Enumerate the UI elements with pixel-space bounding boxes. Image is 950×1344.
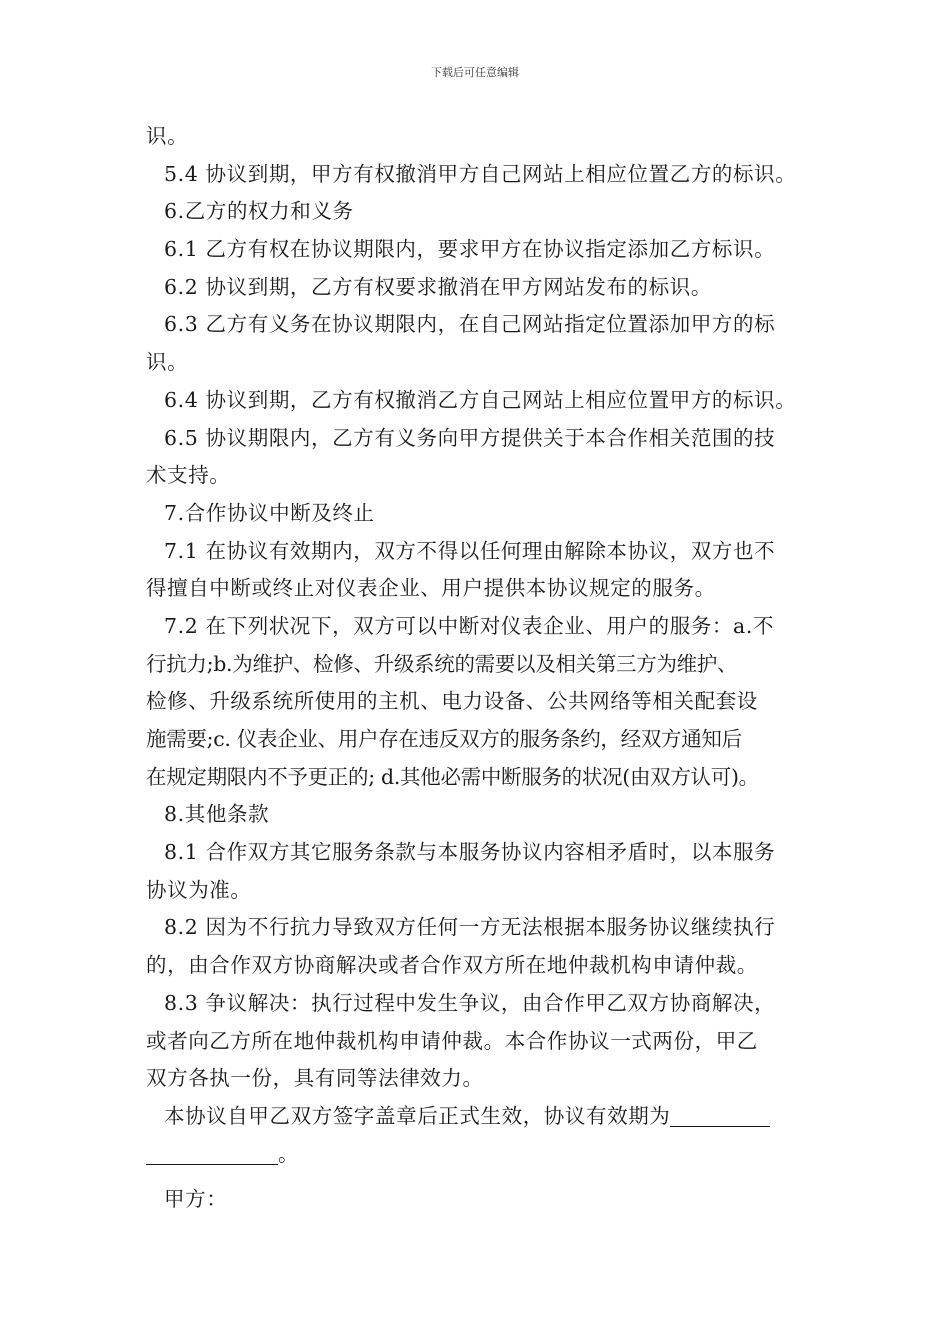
paragraph-line: 6.5 协议期限内，乙方有义务向甲方提供关于本合作相关范围的技 bbox=[164, 425, 776, 450]
paragraph-line: 7.2 在下列状况下，双方可以中断对仪表企业、用户的服务：a.不 bbox=[164, 613, 775, 638]
validity-blank-line bbox=[670, 1104, 770, 1127]
paragraph-line: 施需要;c. 仪表企业、用户存在违反双方的服务条约，经双方通知后 bbox=[146, 727, 742, 751]
paragraph-line: 在规定期限内不予更正的; d.其他必需中断服务的状况(由双方认可)。 bbox=[146, 764, 759, 789]
paragraph-line: 6.2 协议到期，乙方有权要求撤消在甲方网站发布的标识。 bbox=[164, 274, 712, 299]
paragraph-line: 术支持。 bbox=[146, 463, 231, 488]
paragraph-line: 6.3 乙方有义务在协议期限内，在自己网站指定位置添加甲方的标 bbox=[164, 312, 776, 337]
paragraph-line: 或者向乙方所在地仲裁机构申请仲裁。本合作协议一式两份，甲乙 bbox=[146, 1028, 758, 1053]
validity-text: 本协议自甲乙双方签字盖章后正式生效，协议有效期为 bbox=[164, 1103, 671, 1128]
paragraph-line: 8.1 合作双方其它服务条款与本服务协议内容相矛盾时，以本服务 bbox=[164, 840, 776, 865]
party-a-signature: 甲方： bbox=[164, 1187, 228, 1212]
section-heading: 8.其他条款 bbox=[164, 802, 270, 827]
paragraph-line: 双方各执一份，具有同等法律效力。 bbox=[146, 1066, 484, 1091]
paragraph-line: 的，由合作双方协商解决或者合作双方所在地仲裁机构申请仲裁。 bbox=[146, 953, 758, 978]
paragraph-line: 识。 bbox=[146, 124, 189, 148]
page-header-note: 下载后可任意编辑 bbox=[431, 66, 519, 79]
paragraph-line: 8.2 因为不行抗力导致双方任何一方无法根据本服务协议继续执行 bbox=[164, 915, 776, 940]
validity-end-mark: 。 bbox=[278, 1141, 300, 1166]
paragraph-line: 6.1 乙方有权在协议期限内，要求甲方在协议指定添加乙方标识。 bbox=[164, 237, 776, 262]
validity-clause bbox=[146, 1098, 816, 1136]
section-heading: 7.合作协议中断及终止 bbox=[164, 500, 375, 525]
paragraph-line: 5.4 协议到期，甲方有权撤消甲方自己网站上相应位置乙方的标识。 bbox=[164, 161, 797, 186]
document-body bbox=[146, 118, 816, 1219]
paragraph-line: 协议为准。 bbox=[146, 877, 252, 902]
paragraph-line: 7.1 在协议有效期内，双方不得以任何理由解除本协议，双方也不 bbox=[164, 538, 776, 563]
section-heading: 6.乙方的权力和义务 bbox=[164, 199, 354, 224]
paragraph-line: 6.4 协议到期，乙方有权撤消乙方自己网站上相应位置甲方的标识。 bbox=[164, 387, 797, 412]
paragraph-line: 得擅自中断或终止对仪表企业、用户提供本协议规定的服务。 bbox=[146, 576, 716, 601]
paragraph-line: 识。 bbox=[146, 350, 189, 375]
paragraph-line: 8.3 争议解决：执行过程中发生争议，由合作甲乙双方协商解决， bbox=[164, 990, 776, 1015]
validity-clause-continued bbox=[146, 1136, 816, 1174]
validity-blank-line bbox=[146, 1142, 278, 1165]
paragraph-line: 行抗力;b.为维护、检修、升级系统的需要以及相关第三方为维护、 bbox=[146, 651, 738, 676]
paragraph-line: 检修、升级系统所使用的主机、电力设备、公共网络等相关配套设 bbox=[146, 689, 758, 714]
